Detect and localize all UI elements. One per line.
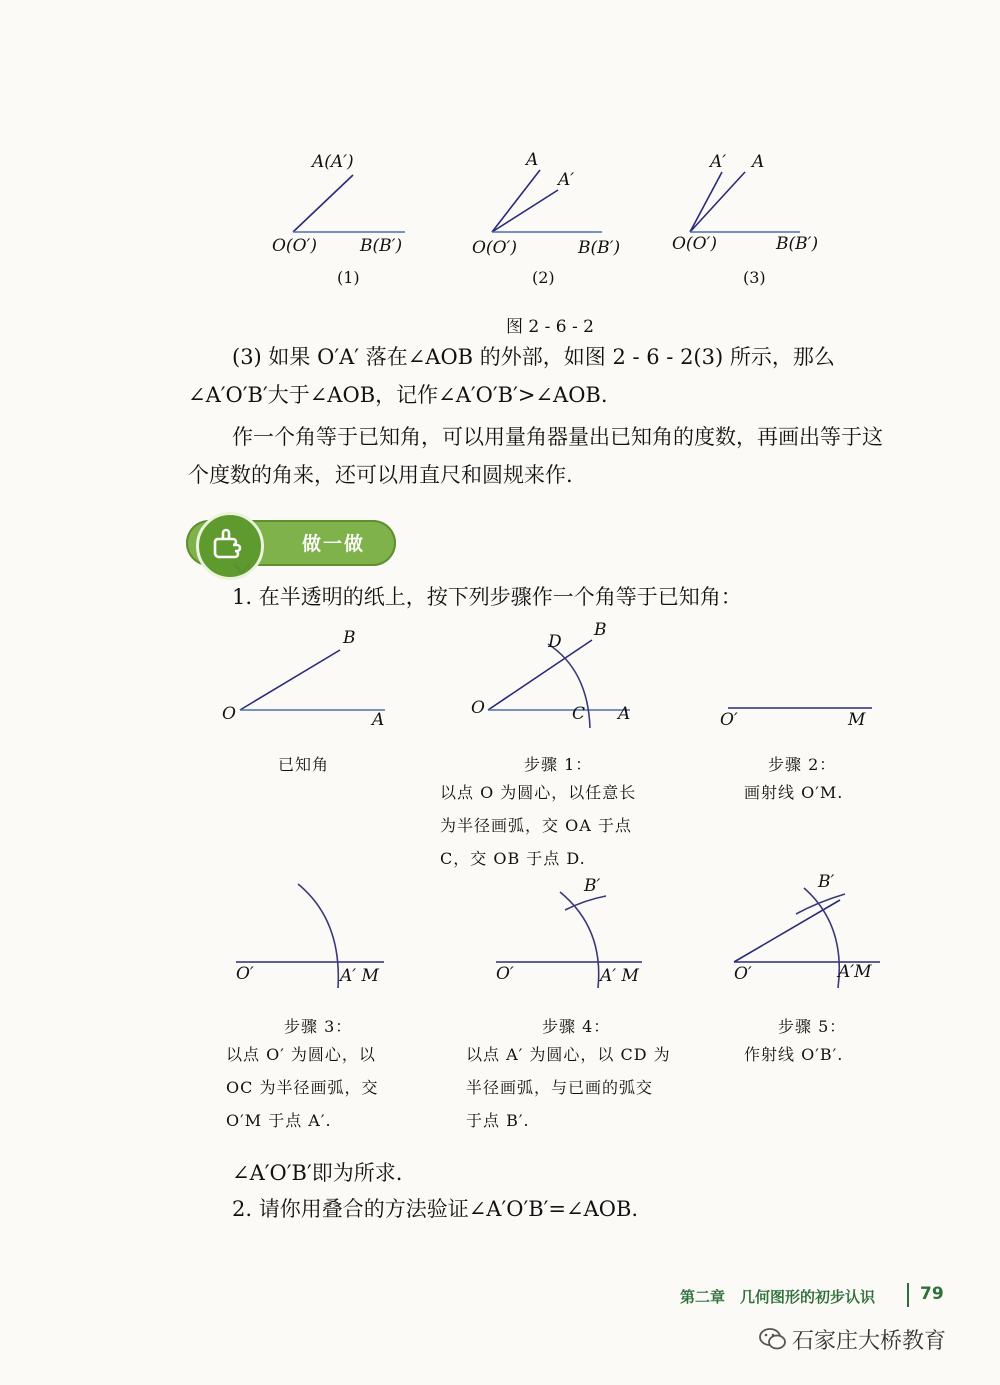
step1-text: 以点 O 为圆心，以任意长 为半径画弧，交 OA 于点 C，交 OB 于点 D. (440, 783, 637, 868)
panel2-label-O: O(O′) (472, 238, 517, 258)
step1-title: 步骤 1： (524, 755, 593, 774)
watermark-text: 石家庄大桥教育 (792, 1329, 947, 1354)
step4-text: 以点 A′ 为圆心，以 CD 为 半径画弧，与已画的弧交 于点 B′. (466, 1045, 671, 1130)
panel3-label-A: A (752, 152, 765, 172)
step3-label-AM: A′ M (340, 966, 379, 986)
wechat-icon (758, 1326, 788, 1352)
step1-label-B: B (594, 620, 607, 640)
step1-label-A: A (618, 704, 631, 724)
step2-label-M: M (848, 710, 866, 730)
step5-title: 步骤 5： (778, 1017, 847, 1036)
step3-text: 以点 O′ 为圆心，以 OC 为半径画弧，交 O′M 于点 A′. (226, 1045, 379, 1130)
paragraph-1-line-2: ∠A′O′B′大于∠AOB，记作∠A′O′B′>∠AOB. (188, 383, 608, 407)
panel3-label-B: B(B′) (776, 234, 819, 254)
step1-label-O: O (471, 698, 485, 718)
panel2-ray-OA-prime (492, 190, 558, 232)
step4-label-O: O′ (496, 964, 514, 984)
activity-item-2: 2. 请你用叠合的方法验证∠A′O′B′=∠AOB. (232, 1197, 639, 1221)
step5-label-B: B′ (818, 872, 835, 892)
conclusion: ∠A′O′B′即为所求. (232, 1161, 403, 1185)
page-number: 79 (920, 1284, 944, 1304)
step5-label-O: O′ (734, 964, 752, 984)
panel2-ray-OA (492, 170, 540, 232)
step3-label-O: O′ (236, 964, 254, 984)
footer-divider (907, 1283, 909, 1307)
known-angle-label-B: B (343, 628, 356, 648)
step5-text: 作射线 O′B′. (744, 1045, 844, 1064)
step2-label-O: O′ (720, 710, 738, 730)
known-angle-label-O: O (222, 704, 236, 724)
step5-label-AM: A′M (838, 962, 872, 982)
panel2-label-B: B(B′) (578, 238, 621, 258)
step2-title: 步骤 2： (768, 755, 837, 774)
paragraph-1-line-1: (3) 如果 O′A′ 落在∠AOB 的外部，如图 2 - 6 - 2(3) 所示，那么 (232, 345, 835, 369)
panel3-caption: (3) (743, 268, 766, 287)
paragraph-2-line-1: 作一个角等于已知角，可以用量角器量出已知角的度数，再画出等于这 (232, 425, 883, 449)
panel3-label-A-prime: A′ (710, 152, 727, 172)
step3-title: 步骤 3： (284, 1017, 353, 1036)
panel1-ray-OA (293, 175, 353, 232)
footer-chapter: 第二章 几何图形的初步认识 (680, 1288, 876, 1306)
panel2-label-A: A (526, 150, 539, 170)
step4-title: 步骤 4： (542, 1017, 611, 1036)
step1-label-C: C (572, 704, 586, 724)
hand-icon (196, 512, 264, 580)
panel1-label-A: A(A′) (312, 152, 354, 172)
step2-text: 画射线 O′M. (744, 783, 844, 802)
activity-item-1: 1. 在半透明的纸上，按下列步骤作一个角等于已知角： (232, 585, 742, 609)
step4-label-B: B′ (584, 876, 601, 896)
panel3-label-O: O(O′) (672, 234, 717, 254)
step1-label-D: D (548, 632, 562, 652)
known-angle-title: 已知角 (278, 755, 330, 774)
panel2-label-A-prime: A′ (558, 170, 575, 190)
activity-title: 做一做 (302, 533, 366, 555)
panel1-label-O: O(O′) (272, 236, 317, 256)
chevron-down-icon (232, 562, 252, 574)
known-angle-label-A: A (372, 710, 385, 730)
panel2-caption: (2) (532, 268, 555, 287)
step4-label-AM: A′ M (600, 966, 639, 986)
figure-caption: 图 2 - 6 - 2 (506, 317, 594, 337)
paragraph-2-line-2: 个度数的角来，还可以用直尺和圆规来作. (188, 463, 573, 487)
panel1-caption: (1) (337, 268, 360, 287)
panel1-label-B: B(B′) (360, 236, 403, 256)
